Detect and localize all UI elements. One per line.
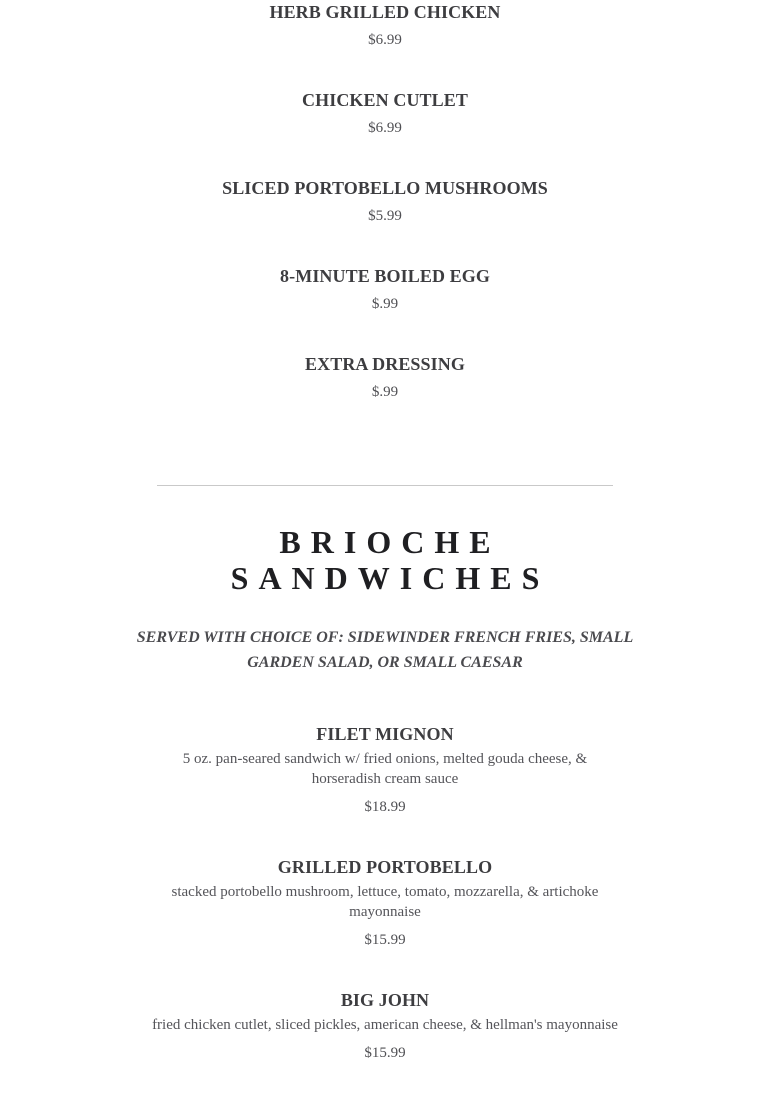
item-price: $18.99 xyxy=(364,799,406,815)
section-title xyxy=(0,524,770,596)
item-name: SLICED PORTOBELLO MUSHROOMS xyxy=(222,178,548,198)
menu-item-filet-mignon xyxy=(150,723,620,817)
menu-item-chicken-cutlet xyxy=(0,89,770,138)
served-with-note: SERVED WITH CHOICE OF: SIDEWINDER FRENCH FRIES, SMALL GARDEN SALAD, OR SMALL CAESAR xyxy=(136,629,634,671)
item-name: FILET MIGNON xyxy=(316,724,454,744)
menu-item-extra-dressing xyxy=(0,353,770,402)
item-name: CHICKEN CUTLET xyxy=(302,90,468,110)
item-name: GRILLED PORTOBELLO xyxy=(277,857,493,877)
item-price: $.99 xyxy=(371,384,399,400)
menu-item-big-john xyxy=(150,989,620,1063)
section-divider xyxy=(157,485,613,486)
item-price: $6.99 xyxy=(368,32,402,48)
section-title-line1: BRIOCHE xyxy=(279,524,501,560)
menu-item-grilled-portobello xyxy=(150,856,620,950)
item-name: BIG JOHN xyxy=(340,990,430,1010)
item-price: $6.99 xyxy=(368,120,402,136)
item-name: HERB GRILLED CHICKEN xyxy=(269,2,501,22)
item-name: 8-MINUTE BOILED EGG xyxy=(280,266,490,286)
item-description: stacked portobello mushroom, lettuce, tomato, mozzarella, & artichoke mayonnaise xyxy=(171,884,599,920)
item-description: fried chicken cutlet, sliced pickles, american cheese, & hellman's mayonnaise xyxy=(152,1017,618,1033)
menu-item-boiled-egg xyxy=(0,265,770,314)
item-description: 5 oz. pan-seared sandwich w/ fried onions, melted gouda cheese, & horseradish cream sauce xyxy=(182,751,588,787)
menu-item-herb-grilled-chicken xyxy=(0,1,770,50)
item-name: EXTRA DRESSING xyxy=(305,354,465,374)
section-title-line2: SANDWICHES xyxy=(230,560,550,596)
item-price: $.99 xyxy=(371,296,399,312)
menu-item-sliced-portobello-mushrooms xyxy=(0,177,770,226)
item-price: $15.99 xyxy=(364,932,406,948)
item-price: $5.99 xyxy=(368,208,402,224)
item-price: $15.99 xyxy=(364,1045,406,1061)
